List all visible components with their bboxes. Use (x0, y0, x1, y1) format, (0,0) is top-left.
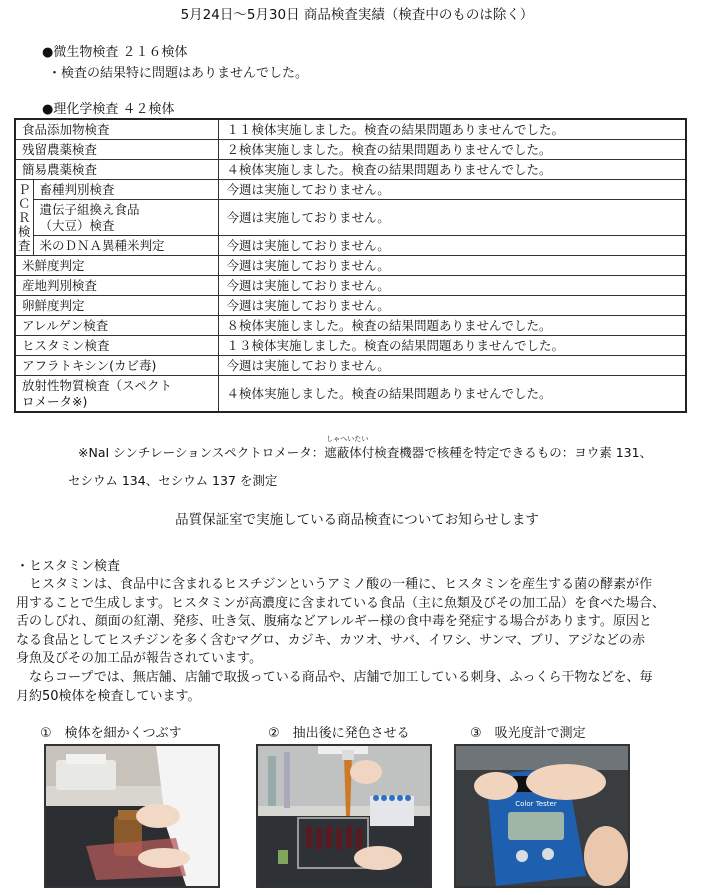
paragraph-line: 身魚及びその加工品が報告されています。 (16, 651, 262, 667)
test-name: 残留農薬検査 (15, 140, 218, 160)
test-result: 今週は実施しておりません。 (218, 180, 686, 200)
table-row (15, 236, 686, 256)
pcr-char: Ｐ (18, 181, 31, 197)
test-result: 今週は実施しておりません。 (218, 256, 686, 276)
test-name: 米のＤＮＡ異種米判定 (33, 236, 218, 256)
paragraph-line: なる食品としてヒスチジンを多く含むマグロ、カジキ、カツオ、サバ、イワシ、サンマ、ブリ、アジなどの赤 (16, 632, 646, 648)
micro-result: ・検査の結果特に問題はありませんでした。 (48, 66, 309, 81)
paragraph-line: ならコープでは、無店舗、店舗で取扱っている商品や、店舗で加工している刺身、ふっくら干物などを、毎 (16, 669, 653, 685)
table-row (15, 200, 686, 236)
photo-extract-color (256, 744, 432, 888)
test-name: 卵鮮度判定 (15, 296, 218, 316)
crush-sample-illustration (46, 746, 218, 886)
step-3-label: ③ 吸光度計で測定 (470, 726, 586, 741)
paragraph-line: 月約50検体を検査しています。 (16, 688, 201, 704)
test-name (33, 200, 218, 236)
test-name: アフラトキシン(カビ毒) (15, 356, 218, 376)
page-title: 5月24日～5月30日 商品検査実績（検査中のものは除く） (180, 7, 534, 23)
table-row (15, 356, 686, 376)
pcr-char: 査 (18, 237, 31, 253)
footnote-suffix: 付検査機器で核種を特定できるもの：ヨウ素 131、 (361, 445, 653, 460)
micro-heading: ●微生物検査 ２１６検体 (42, 45, 188, 60)
paragraph-line: 舌のしびれ、顔面の紅潮、発疹、吐き気、腹痛などアレルギー様の食中毒を発症する場合があります。原因と (16, 614, 652, 630)
footnote-line2: セシウム 134、セシウム 137 を測定 (68, 473, 278, 488)
absorbance-meter-illustration (456, 746, 628, 886)
test-name: ヒスタミン検査 (15, 336, 218, 356)
test-name: 米鮮度判定 (15, 256, 218, 276)
notice-heading: 品質保証室で実施している商品検査についてお知らせします (175, 512, 539, 528)
test-result: ４検体実施しました。検査の結果問題ありませんでした。 (218, 160, 686, 180)
test-name-line1: 放射性物質検査（スペクト (22, 377, 173, 393)
chem-heading: ●理化学検査 ４２検体 (42, 102, 175, 117)
photo-crush-sample (44, 744, 220, 888)
table-row (15, 256, 686, 276)
test-name: 畜種判別検査 (33, 180, 218, 200)
test-result: 今週は実施しておりません。 (218, 236, 686, 256)
table-row (15, 119, 686, 140)
ruby-reading: しゃへいたい (326, 435, 369, 443)
results-table (14, 118, 687, 413)
footnote (78, 435, 653, 461)
footnote-prefix: ※NaI シンチレーションスペクトロメータ： (78, 445, 325, 460)
test-name-line1: 遺伝子組換え食品 (39, 201, 140, 217)
histamine-paragraph-1 (16, 576, 706, 706)
table-row (15, 276, 686, 296)
ruby-word (324, 435, 369, 461)
test-result: ８検体実施しました。検査の結果問題ありませんでした。 (218, 316, 686, 336)
test-name: 食品添加物検査 (15, 119, 218, 140)
table-row (15, 316, 686, 336)
test-name-line2: （大豆）検査 (39, 217, 115, 233)
test-name: 簡易農薬検査 (15, 160, 218, 180)
photo-absorbance-meter (454, 744, 630, 888)
pcr-char: Ｒ (18, 209, 31, 225)
extract-color-illustration (258, 746, 430, 886)
test-result: 今週は実施しておりません。 (218, 356, 686, 376)
table-row (15, 296, 686, 316)
pcr-char: Ｃ (18, 195, 31, 211)
test-result: 今週は実施しておりません。 (218, 200, 686, 236)
table-row (15, 336, 686, 356)
test-name-line2: ロメータ※) (22, 393, 88, 409)
test-result: 今週は実施しておりません。 (218, 296, 686, 316)
histamine-heading: ・ヒスタミン検査 (16, 559, 121, 574)
pcr-char: 検 (18, 223, 31, 239)
test-name: 産地判別検査 (15, 276, 218, 296)
test-name: アレルゲン検査 (15, 316, 218, 336)
step-1-label: ① 検体を細かくつぶす (40, 726, 182, 741)
ruby-base: 遮蔽体 (324, 445, 362, 460)
table-row (15, 376, 686, 413)
test-result: ４検体実施しました。検査の結果問題ありませんでした。 (218, 376, 686, 413)
table-row (15, 140, 686, 160)
step-2-label: ② 抽出後に発色させる (268, 726, 410, 741)
test-result: １３検体実施しました。検査の結果問題ありませんでした。 (218, 336, 686, 356)
table-row (15, 160, 686, 180)
pcr-group-label (15, 180, 33, 256)
test-result: 今週は実施しておりません。 (218, 276, 686, 296)
device-brand-label: Color Tester (515, 800, 557, 808)
test-result: ２検体実施しました。検査の結果問題ありませんでした。 (218, 140, 686, 160)
test-name (15, 376, 218, 413)
table-row (15, 180, 686, 200)
paragraph-line: 用することで生成します。ヒスタミンが高濃度に含まれている食品（主に魚類及びその加工品）を食べた場合、 (16, 595, 665, 611)
paragraph-line: ヒスタミンは、食品中に含まれるヒスチジンというアミノ酸の一種に、ヒスタミンを産生する菌の酵素が作 (16, 577, 653, 592)
test-result: １１検体実施しました。検査の結果問題ありませんでした。 (218, 119, 686, 140)
